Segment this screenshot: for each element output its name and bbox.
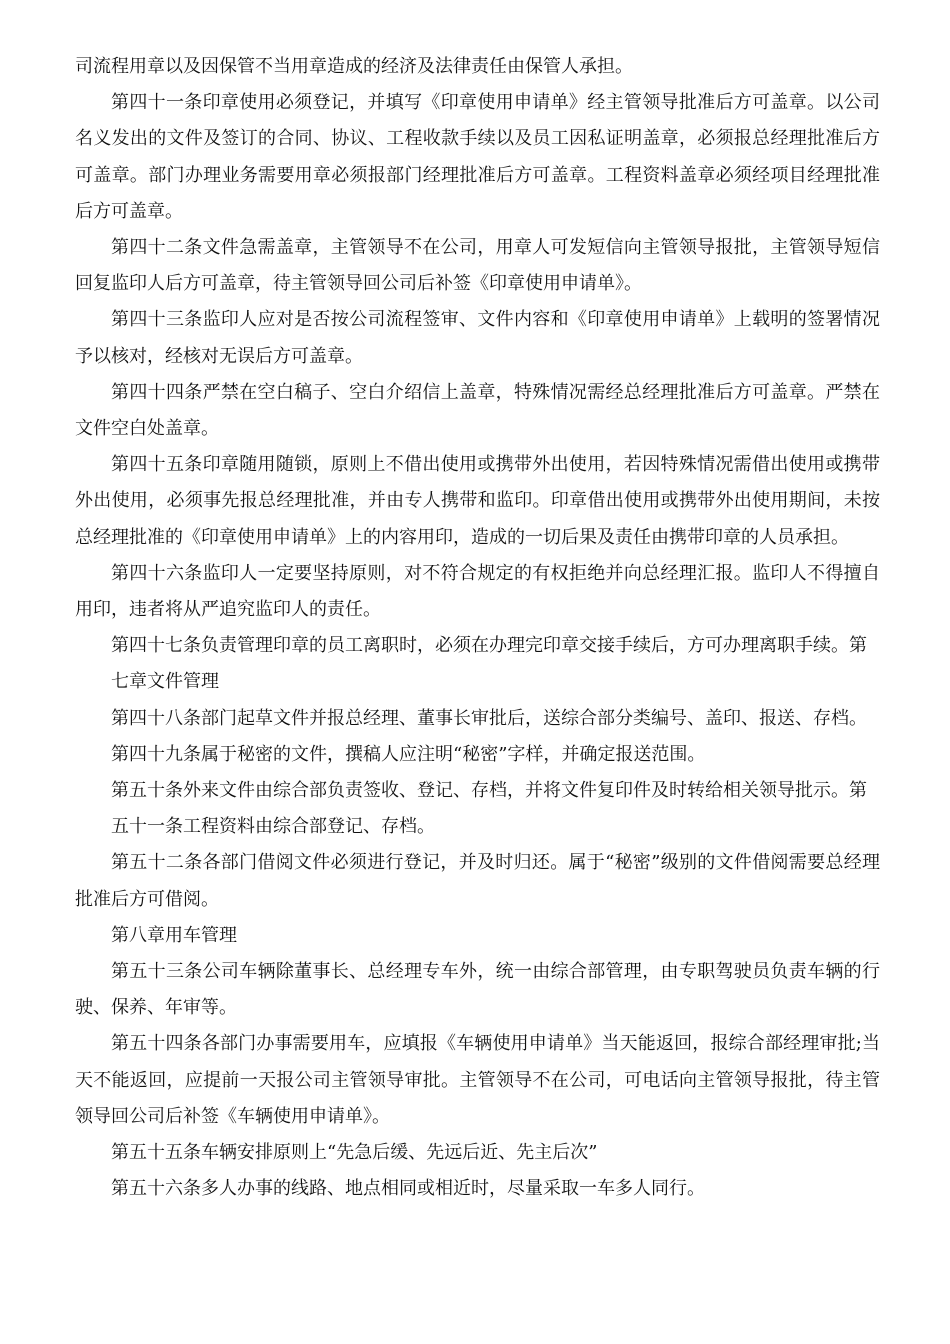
article-56: 第五十六条多人办事的线路、地点相同或相近时，尽量采取一车多人同行。 xyxy=(111,1178,705,1200)
article-49: 第四十九条属于秘密的文件，撰稿人应注明“秘密”字样，并确定报送范围。 xyxy=(111,743,706,765)
article-47: 第四十七条负责管理印章的员工离职时，必须在办理完印章交接手续后，方可办理离职手续。第 xyxy=(111,635,867,657)
article-53: 第五十三条公司车辆除董事长、总经理专车外，统一由综合部管理，由专职驾驶员负责车辆的行驶、保养、年审等。 xyxy=(75,961,880,1019)
article-54: 第五十四条各部门办事需要用车，应填报《车辆使用申请单》当天能返回，报综合部经理审批;当天不能返回，应提前一天报公司主管领导审批。主管领导不在公司，可电话向主管领导报批，待主管领导回公司后补签《车辆使用申请单》。 xyxy=(75,1033,880,1127)
article-41: 第四十一条印章使用必须登记，并填写《印章使用申请单》经主管领导批准后方可盖章。以公司名义发出的文件及签订的合同、协议、工程收款手续以及员工因私证明盖章，必须报总经理批准后方可盖章。部门办理业务需要用章必须报部门经理批准后方可盖章。工程资料盖章必须经项目经理批准后方可盖章。 xyxy=(75,92,880,222)
paragraph-continuation: 司流程用章以及因保管不当用章造成的经济及法律责任由保管人承担。 xyxy=(75,56,633,77)
article-42: 第四十二条文件急需盖章，主管领导不在公司，用章人可发短信向主管领导报批，主管领导短信回复监印人后方可盖章，待主管领导回公司后补签《印章使用申请单》。 xyxy=(75,237,880,295)
document-page xyxy=(75,49,880,1208)
article-48: 第四十八条部门起草文件并报总经理、董事长审批后，送综合部分类编号、盖印、报送、存档。 xyxy=(111,707,867,729)
chapter-7-heading: 七章文件管理 xyxy=(111,671,219,693)
article-43: 第四十三条监印人应对是否按公司流程签审、文件内容和《印章使用申请单》上载明的签署情况予以核对，经核对无误后方可盖章。 xyxy=(75,309,880,367)
article-50: 第五十条外来文件由综合部负责签收、登记、存档，并将文件复印件及时转给相关领导批示。第 xyxy=(111,780,867,802)
article-44: 第四十四条严禁在空白稿子、空白介绍信上盖章，特殊情况需经总经理批准后方可盖章。严禁在文件空白处盖章。 xyxy=(75,381,880,440)
article-45: 第四十五条印章随用随锁，原则上不借出使用或携带外出使用，若因特殊情况需借出使用或携带外出使用，必须事先报总经理批准，并由专人携带和监印。印章借出使用或携带外出使用期间，未按总经理批准的《印章使用申请单》上的内容用印，造成的一切后果及责任由携带印章的人员承担。 xyxy=(75,454,880,548)
chapter-8-heading: 第八章用车管理 xyxy=(111,924,237,946)
article-46: 第四十六条监印人一定要坚持原则，对不符合规定的有权拒绝并向总经理汇报。监印人不得擅自用印，违者将从严追究监印人的责任。 xyxy=(75,562,880,621)
article-55: 第五十五条车辆安排原则上“先急后缓、先远后近、先主后次” xyxy=(111,1142,598,1164)
article-51: 五十一条工程资料由综合部登记、存档。 xyxy=(111,816,435,838)
article-52: 第五十二条各部门借阅文件必须进行登记，并及时归还。属于“秘密”级别的文件借阅需要总经理批准后方可借阅。 xyxy=(75,852,880,910)
